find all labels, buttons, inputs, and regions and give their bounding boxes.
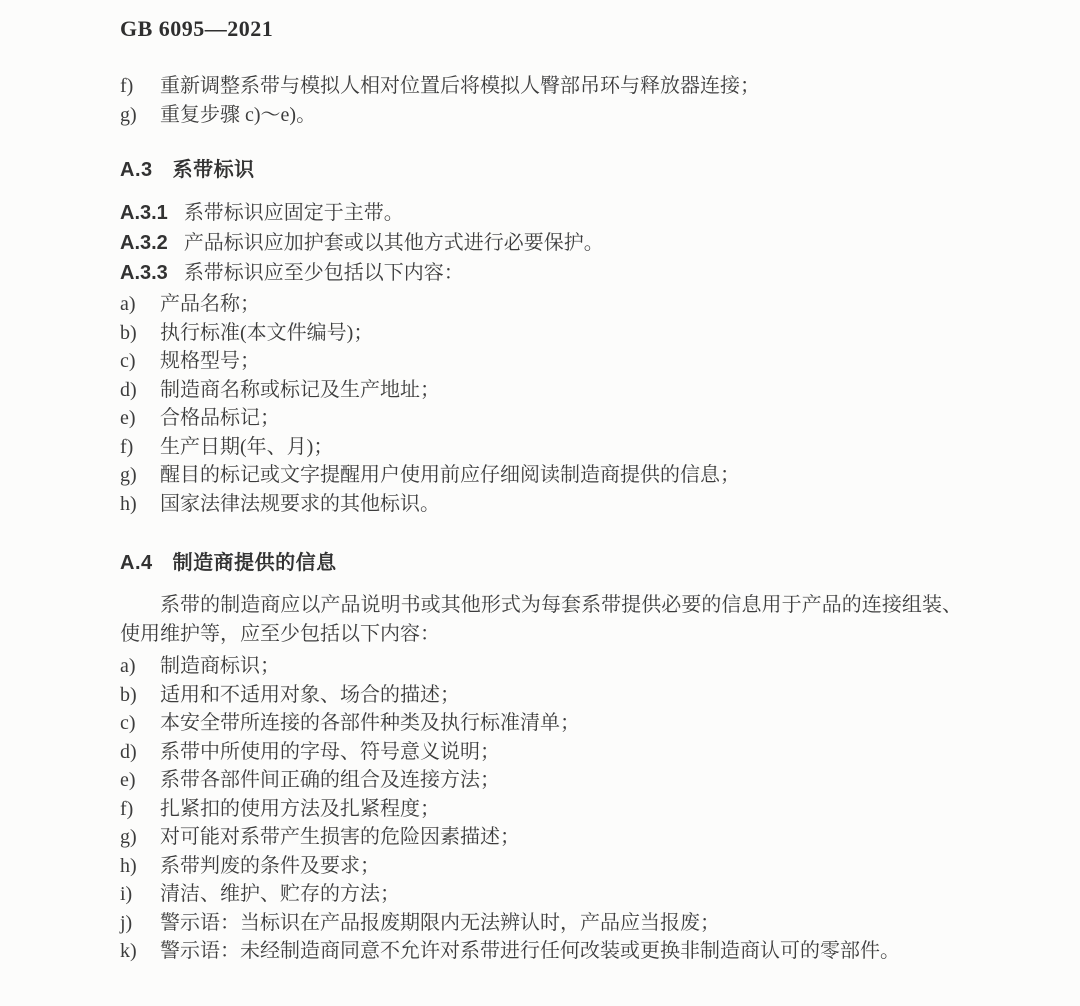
list-label: d) [120, 378, 137, 401]
list-item-f [120, 433, 962, 462]
clause-text: 产品标识应加护套或以其他方式进行必要保护。 [183, 232, 604, 254]
list-item-c [120, 347, 962, 376]
section-number: A.4 [120, 552, 153, 574]
list-item-e [120, 766, 962, 795]
list-item-b [120, 319, 962, 348]
list-text: 本安全带所连接的各部件种类及执行标准清单； [160, 712, 580, 734]
list-label: c) [120, 350, 136, 372]
section-title: 制造商提供的信息 [172, 552, 337, 574]
list-text: 警示语：未经制造商同意不允许对系带进行任何改装或更换非制造商认可的零部件。 [160, 940, 900, 962]
doc-number: GB 6095—2021 [120, 16, 274, 41]
clause-a3-2 [120, 228, 962, 258]
list-item-h [120, 852, 962, 881]
section-number: A.3 [120, 159, 153, 181]
clause-text: 系带标识应至少包括以下内容： [183, 262, 464, 284]
list-text: 醒目的标记或文字提醒用户使用前应仔细阅读制造商提供的信息； [160, 464, 740, 486]
list-item-d [120, 376, 962, 405]
list-label: g) [120, 103, 137, 126]
list-text: 产品名称； [160, 293, 260, 315]
list-text: 国家法律法规要求的其他标识。 [160, 492, 440, 515]
list-item-f [120, 72, 962, 101]
list-item-a [120, 652, 962, 681]
list-text: 制造商名称或标记及生产地址； [160, 378, 440, 401]
list-item-g [120, 101, 962, 130]
section-title: 系带标识 [172, 159, 255, 181]
list-text: 制造商标识； [160, 655, 280, 677]
section-heading-a3 [120, 153, 962, 182]
list-item-e [120, 404, 962, 433]
section-heading-a4 [120, 546, 962, 575]
list-text: 规格型号； [160, 350, 260, 372]
list-text: 合格品标记； [160, 407, 280, 429]
list-label: g) [120, 826, 137, 848]
list-label: h) [120, 854, 137, 877]
list-item-i [120, 880, 962, 909]
list-label: f) [120, 797, 134, 820]
list-label: c) [120, 712, 136, 734]
clause-a3-1 [120, 198, 962, 228]
clauses-a3 [120, 198, 962, 288]
list-item-c [120, 709, 962, 738]
list-label: j) [120, 911, 133, 934]
list-text: 清洁、维护、贮存的方法； [160, 883, 400, 905]
list-label: h) [120, 492, 137, 515]
list-label: e) [120, 407, 136, 429]
clause-a3-3 [120, 258, 962, 288]
list-text: 系带各部件间正确的组合及连接方法； [160, 769, 500, 791]
list-text: 执行标准(本文件编号)； [160, 321, 374, 344]
clause-number: A.3.3 [120, 262, 168, 284]
clause-number: A.3.2 [120, 232, 168, 254]
list-item-a [120, 290, 962, 319]
list-item-f [120, 795, 962, 824]
list-label: f) [120, 75, 134, 97]
list-label: g) [120, 464, 137, 486]
list-item-h [120, 490, 962, 519]
list-item-b [120, 681, 962, 710]
list-text: 重复步骤 c)～e)。 [160, 103, 317, 126]
list-item-g [120, 461, 962, 490]
a3-item-list [120, 290, 962, 518]
list-label: d) [120, 740, 137, 763]
a4-intro-paragraph: 系带的制造商应以产品说明书或其他形式为每套系带提供必要的信息用于产品的连接组装、使用维护等，应至少包括以下内容： [120, 594, 962, 645]
list-label: i) [120, 883, 133, 905]
list-item-g [120, 823, 962, 852]
list-text: 对可能对系带产生损害的危险因素描述； [160, 826, 520, 848]
list-text: 警示语：当标识在产品报废期限内无法辨认时，产品应当报废； [160, 911, 720, 934]
list-text: 适用和不适用对象、场合的描述； [160, 683, 460, 706]
list-item-k [120, 937, 962, 966]
list-label: b) [120, 683, 137, 706]
list-text: 重新调整系带与模拟人相对位置后将模拟人臀部吊环与释放器连接； [160, 75, 760, 97]
list-text: 系带中所使用的字母、符号意义说明； [160, 740, 500, 763]
list-text: 生产日期(年、月)； [160, 435, 334, 458]
list-text: 系带判废的条件及要求； [160, 854, 380, 877]
continued-step-list [120, 72, 962, 129]
list-label: f) [120, 435, 134, 458]
list-label: a) [120, 655, 136, 677]
list-item-j [120, 909, 962, 938]
clause-number: A.3.1 [120, 202, 168, 224]
list-label: k) [120, 940, 137, 962]
list-label: e) [120, 769, 136, 791]
clause-text: 系带标识应固定于主带。 [183, 202, 404, 224]
list-label: b) [120, 321, 137, 344]
list-item-d [120, 738, 962, 767]
list-text: 扎紧扣的使用方法及扎紧程度； [160, 797, 440, 820]
list-label: a) [120, 293, 136, 315]
a4-item-list [120, 652, 962, 966]
